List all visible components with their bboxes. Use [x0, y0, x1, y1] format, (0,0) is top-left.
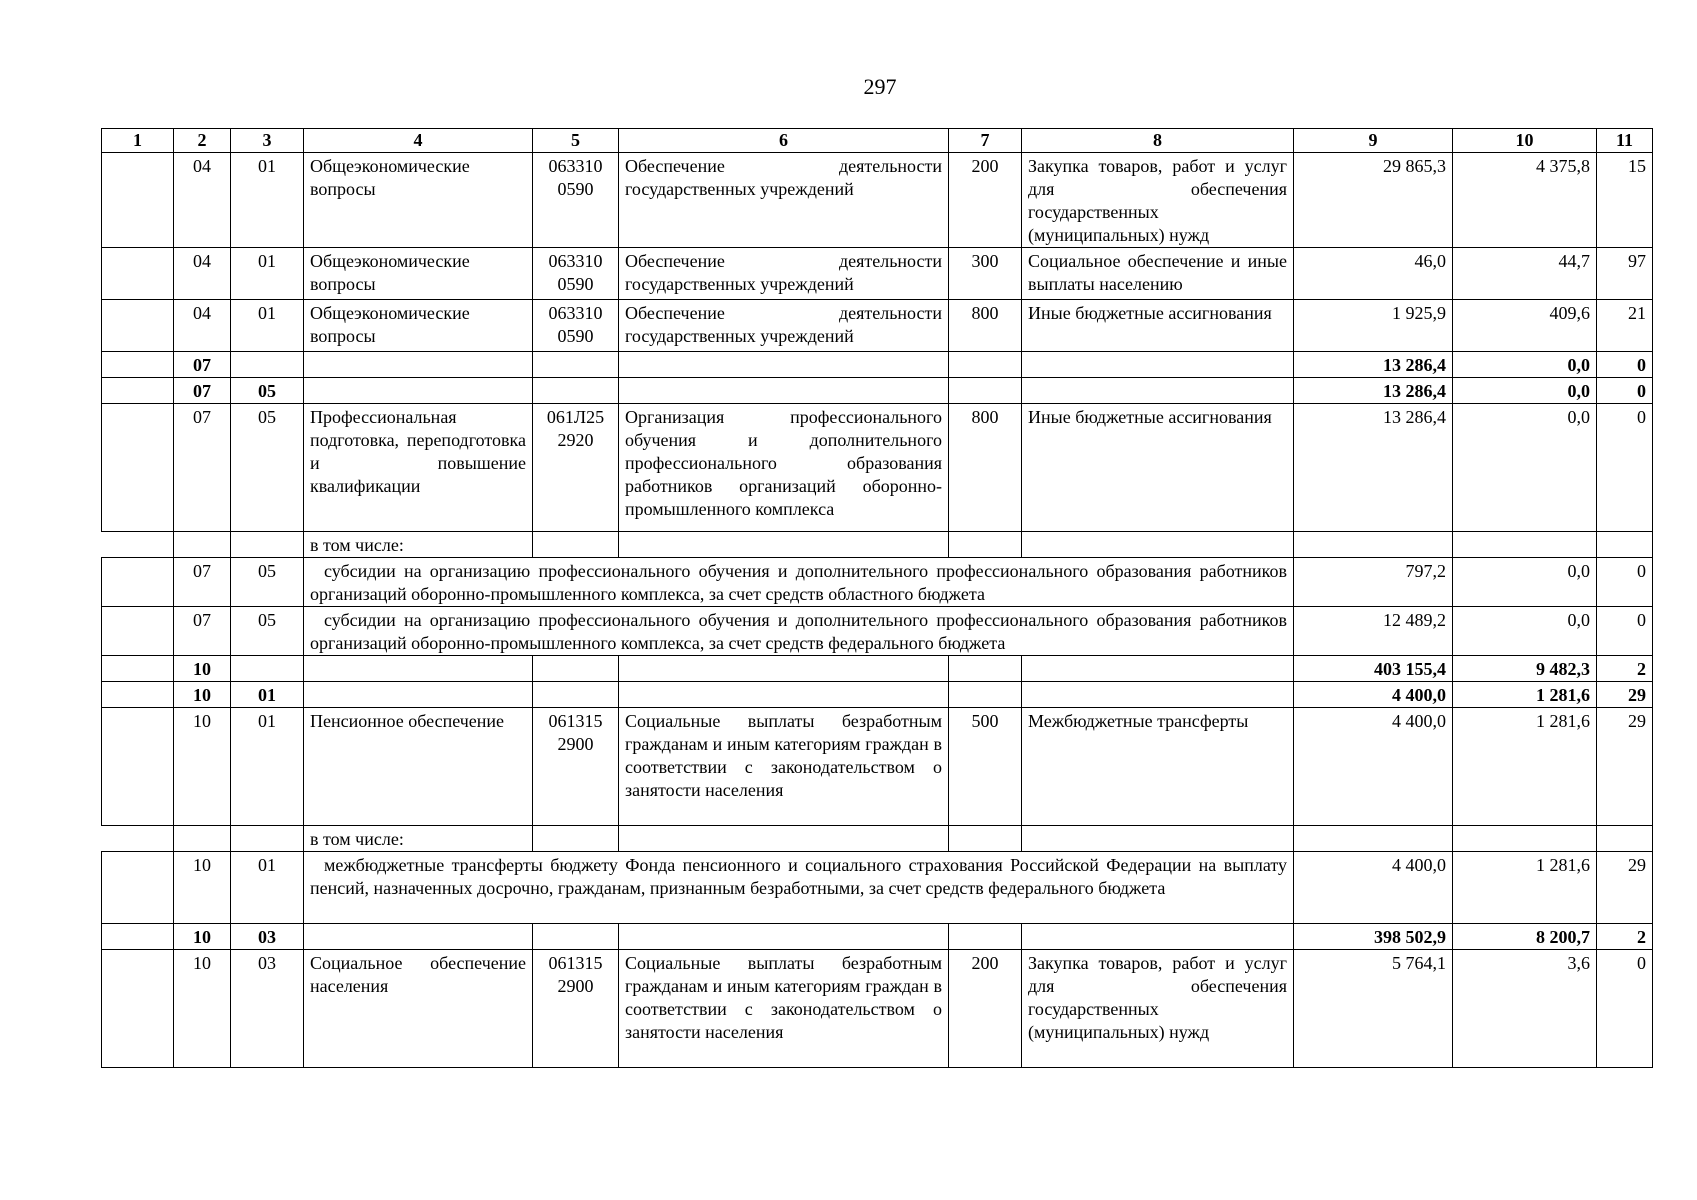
table-row [102, 404, 1653, 532]
execution-percent: 0 [1597, 558, 1653, 607]
budget-table [101, 128, 1653, 1068]
detail-description: межбюджетные трансферты бюджету Фонда пенсионного и социального страхования Российской Федерации на выплату пенсий, назначенных досрочно, гражданам, признанным безработными, за счет средств федерального бюджета [304, 852, 1294, 924]
cell [619, 352, 949, 378]
executed-amount: 0,0 [1453, 378, 1597, 404]
cell [949, 378, 1022, 404]
planned-amount: 5 764,1 [1294, 950, 1453, 1068]
detail-description: субсидии на организацию профессионального обучения и дополнительного профессионального образования работников организаций оборонно-промышленного комплекса, за счет средств областного бюджета [304, 558, 1294, 607]
detail-description: субсидии на организацию профессионального обучения и дополнительного профессионального образования работников организаций оборонно-промышленного комплекса, за счет средств федерального бюджета [304, 607, 1294, 656]
section-code: 07 [174, 378, 231, 404]
cell [174, 532, 231, 558]
cell [619, 378, 949, 404]
section-code: 10 [174, 682, 231, 708]
executed-amount: 0,0 [1453, 607, 1597, 656]
cell [102, 924, 174, 950]
section-code: 04 [174, 153, 231, 248]
execution-percent: 15 [1597, 153, 1653, 248]
execution-percent: 0 [1597, 352, 1653, 378]
expense-type-name: Межбюджетные трансферты [1022, 708, 1294, 826]
planned-amount: 13 286,4 [1294, 378, 1453, 404]
expense-type-code: 300 [949, 248, 1022, 300]
expense-type-name: Социальное обеспечение и иные выплаты населению [1022, 248, 1294, 300]
cell [102, 826, 174, 852]
cell [304, 352, 533, 378]
including-row [102, 826, 1653, 852]
executed-amount: 1 281,6 [1453, 708, 1597, 826]
cell [619, 682, 949, 708]
executed-amount: 9 482,3 [1453, 656, 1597, 682]
target-article-code: 063310 0590 [533, 153, 619, 248]
subsection-code: 05 [231, 378, 304, 404]
subsection-code [231, 352, 304, 378]
table-row [102, 950, 1653, 1068]
target-article-code: 063310 0590 [533, 248, 619, 300]
cell [102, 378, 174, 404]
execution-percent: 29 [1597, 852, 1653, 924]
cell [304, 378, 533, 404]
table-row [102, 300, 1653, 352]
detail-row [102, 852, 1653, 924]
section-code: 04 [174, 248, 231, 300]
table-row [102, 153, 1653, 248]
planned-amount: 1 925,9 [1294, 300, 1453, 352]
subsection-code [231, 656, 304, 682]
cell [102, 153, 174, 248]
executed-amount: 0,0 [1453, 404, 1597, 532]
subsection-code: 05 [231, 404, 304, 532]
cell [533, 826, 619, 852]
column-header: 10 [1453, 129, 1597, 153]
cell [102, 682, 174, 708]
cell [102, 532, 174, 558]
cell [231, 532, 304, 558]
cell [619, 826, 949, 852]
column-header: 8 [1022, 129, 1294, 153]
subsection-total-row [102, 378, 1653, 404]
execution-percent: 21 [1597, 300, 1653, 352]
planned-amount: 403 155,4 [1294, 656, 1453, 682]
cell [231, 826, 304, 852]
cell [304, 656, 533, 682]
subsection-code: 05 [231, 558, 304, 607]
cell [533, 532, 619, 558]
cell [1597, 826, 1653, 852]
subsection-name: Общеэкономические вопросы [304, 300, 533, 352]
executed-amount: 409,6 [1453, 300, 1597, 352]
cell [304, 682, 533, 708]
planned-amount: 4 400,0 [1294, 708, 1453, 826]
cell [1453, 826, 1597, 852]
target-article-name: Социальные выплаты безработным гражданам и иным категориям граждан в соответствии с законодательством о занятости населения [619, 708, 949, 826]
cell [949, 924, 1022, 950]
cell [533, 924, 619, 950]
subsection-code: 01 [231, 248, 304, 300]
execution-percent: 29 [1597, 682, 1653, 708]
cell [102, 708, 174, 826]
subsection-name: Общеэкономические вопросы [304, 153, 533, 248]
cell [102, 607, 174, 656]
executed-amount: 44,7 [1453, 248, 1597, 300]
expense-type-name: Иные бюджетные ассигнования [1022, 404, 1294, 532]
planned-amount: 797,2 [1294, 558, 1453, 607]
detail-row [102, 558, 1653, 607]
planned-amount: 4 400,0 [1294, 852, 1453, 924]
executed-amount: 1 281,6 [1453, 852, 1597, 924]
column-header: 3 [231, 129, 304, 153]
cell [533, 656, 619, 682]
planned-amount: 4 400,0 [1294, 682, 1453, 708]
cell [949, 656, 1022, 682]
including-label: в том числе: [304, 532, 533, 558]
subsection-name: Пенсионное обеспечение [304, 708, 533, 826]
subsection-code: 01 [231, 682, 304, 708]
subsection-code: 01 [231, 300, 304, 352]
target-article-name: Обеспечение деятельности государственных учреждений [619, 153, 949, 248]
cell [949, 826, 1022, 852]
including-label: в том числе: [304, 826, 533, 852]
section-code: 07 [174, 352, 231, 378]
table-header-row [102, 129, 1653, 153]
cell [533, 352, 619, 378]
subsection-code: 03 [231, 950, 304, 1068]
execution-percent: 2 [1597, 924, 1653, 950]
execution-percent: 2 [1597, 656, 1653, 682]
target-article-code: 061315 2900 [533, 708, 619, 826]
cell [102, 656, 174, 682]
section-total-row [102, 352, 1653, 378]
execution-percent: 0 [1597, 378, 1653, 404]
expense-type-code: 800 [949, 404, 1022, 532]
page-number: 297 [863, 74, 897, 99]
subsection-code: 05 [231, 607, 304, 656]
cell [1022, 378, 1294, 404]
cell [949, 352, 1022, 378]
cell [174, 826, 231, 852]
execution-percent: 0 [1597, 607, 1653, 656]
subsection-total-row [102, 682, 1653, 708]
column-header: 11 [1597, 129, 1653, 153]
executed-amount: 3,6 [1453, 950, 1597, 1068]
execution-percent: 97 [1597, 248, 1653, 300]
cell [102, 558, 174, 607]
column-header: 9 [1294, 129, 1453, 153]
target-article-code: 061315 2900 [533, 950, 619, 1068]
target-article-code: 061Л25 2920 [533, 404, 619, 532]
executed-amount: 4 375,8 [1453, 153, 1597, 248]
cell [1294, 532, 1453, 558]
cell [949, 532, 1022, 558]
section-code: 10 [174, 708, 231, 826]
planned-amount: 12 489,2 [1294, 607, 1453, 656]
subsection-code: 03 [231, 924, 304, 950]
column-header: 7 [949, 129, 1022, 153]
section-code: 10 [174, 852, 231, 924]
executed-amount: 1 281,6 [1453, 682, 1597, 708]
subsection-total-row [102, 924, 1653, 950]
subsection-name: Общеэкономические вопросы [304, 248, 533, 300]
cell [949, 682, 1022, 708]
column-header: 2 [174, 129, 231, 153]
section-code: 04 [174, 300, 231, 352]
cell [304, 924, 533, 950]
cell [1453, 532, 1597, 558]
subsection-code: 01 [231, 852, 304, 924]
cell [102, 352, 174, 378]
planned-amount: 398 502,9 [1294, 924, 1453, 950]
target-article-name: Обеспечение деятельности государственных учреждений [619, 300, 949, 352]
executed-amount: 8 200,7 [1453, 924, 1597, 950]
executed-amount: 0,0 [1453, 558, 1597, 607]
column-header: 1 [102, 129, 174, 153]
cell [619, 656, 949, 682]
expense-type-name: Закупка товаров, работ и услуг для обеспечения государственных (муниципальных) нужд [1022, 950, 1294, 1068]
subsection-code: 01 [231, 708, 304, 826]
cell [533, 682, 619, 708]
including-row [102, 532, 1653, 558]
planned-amount: 29 865,3 [1294, 153, 1453, 248]
target-article-code: 063310 0590 [533, 300, 619, 352]
planned-amount: 13 286,4 [1294, 352, 1453, 378]
table-row [102, 708, 1653, 826]
section-code: 10 [174, 924, 231, 950]
section-code: 07 [174, 558, 231, 607]
table-row [102, 248, 1653, 300]
column-header: 5 [533, 129, 619, 153]
cell [1022, 656, 1294, 682]
expense-type-code: 800 [949, 300, 1022, 352]
expense-type-name: Иные бюджетные ассигнования [1022, 300, 1294, 352]
section-code: 10 [174, 656, 231, 682]
section-code: 07 [174, 607, 231, 656]
cell [1022, 826, 1294, 852]
cell [619, 924, 949, 950]
cell [1022, 924, 1294, 950]
subsection-name: Социальное обеспечение населения [304, 950, 533, 1068]
cell [1294, 826, 1453, 852]
cell [1022, 532, 1294, 558]
cell [533, 378, 619, 404]
cell [102, 852, 174, 924]
planned-amount: 46,0 [1294, 248, 1453, 300]
cell [102, 950, 174, 1068]
cell [1597, 532, 1653, 558]
execution-percent: 0 [1597, 404, 1653, 532]
subsection-name: Профессиональная подготовка, переподготовка и повышение квалификации [304, 404, 533, 532]
execution-percent: 0 [1597, 950, 1653, 1068]
detail-row [102, 607, 1653, 656]
cell [619, 532, 949, 558]
cell [1022, 682, 1294, 708]
section-total-row [102, 656, 1653, 682]
column-header: 4 [304, 129, 533, 153]
section-code: 07 [174, 404, 231, 532]
expense-type-code: 200 [949, 950, 1022, 1068]
expense-type-code: 200 [949, 153, 1022, 248]
executed-amount: 0,0 [1453, 352, 1597, 378]
expense-type-code: 500 [949, 708, 1022, 826]
cell [102, 300, 174, 352]
target-article-name: Организация профессионального обучения и дополнительного профессионального образования работников организаций оборонно-промышленного комплекса [619, 404, 949, 532]
expense-type-name: Закупка товаров, работ и услуг для обеспечения государственных (муниципальных) нужд [1022, 153, 1294, 248]
cell [102, 404, 174, 532]
target-article-name: Обеспечение деятельности государственных учреждений [619, 248, 949, 300]
execution-percent: 29 [1597, 708, 1653, 826]
cell [1022, 352, 1294, 378]
planned-amount: 13 286,4 [1294, 404, 1453, 532]
cell [102, 248, 174, 300]
target-article-name: Социальные выплаты безработным гражданам и иным категориям граждан в соответствии с законодательством о занятости населения [619, 950, 949, 1068]
subsection-code: 01 [231, 153, 304, 248]
column-header: 6 [619, 129, 949, 153]
section-code: 10 [174, 950, 231, 1068]
